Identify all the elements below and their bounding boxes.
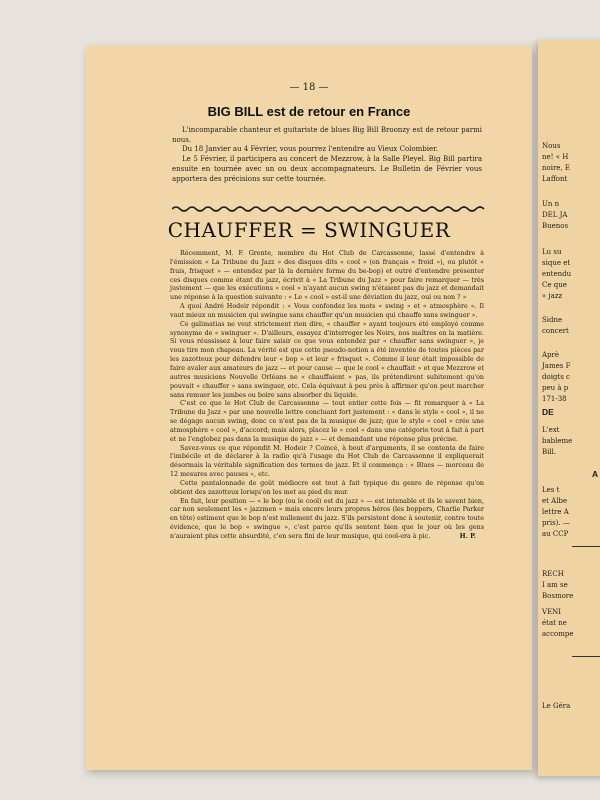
adjacent-text-line: VENI xyxy=(542,608,562,616)
adjacent-heading: A xyxy=(592,469,599,479)
page-number: — 18 — xyxy=(289,82,329,93)
adjacent-text-line: Bill. xyxy=(542,448,557,456)
article2-paragraph: Récemment, M. F. Grente, membre du Hot Club de Carcassonne, lassé d'entendre à l'émission « La Tribune du Jazz » des disques dits « cool » (en français « froid »), ou plutôt « frais, frisquet » — entendez par là la dernière forme du be-bop) et outré d'entendre présenter ces disques comme étant du jazz, écrivit à « La Tribune du Jazz » pour faire remarquer — très justement — que les exécutions « cool » n'ayant aucun swing n'étaient pas du jazz et demandait une réponse à la question suivante : « Le « cool » est-il une déviation du jazz, oui ou non ? » xyxy=(170,250,484,302)
adjacent-text-line: noire, E xyxy=(542,164,571,172)
adjacent-text-line: RECH xyxy=(542,570,564,578)
adjacent-text-line: bableme xyxy=(542,437,573,445)
article2-last-paragraph: En fait, leur position — « le bop (ou le cool) est du jazz » — est intenable et ils le savent bien, car non seulement les « jazzmen » mais encore leurs propres héros (les boppers, Charlie Parker en tête) estiment que le bop n'est nullement du jazz. S'ils persistent donc à soutenir, contre toute évidence, que le bop « swingue », c'est parce qu'ils sentent bien que le jour où les gens n'auraient plus cette absurdité, c'en sera fini de leur musique, qui cool-era à pic. xyxy=(170,497,484,540)
adjacent-text-line: Buenos xyxy=(542,222,569,230)
article2-signature: H. P. xyxy=(459,533,476,540)
article1-title: BIG BILL est de retour en France xyxy=(207,104,411,119)
adjacent-text-line: et Albe xyxy=(542,497,568,505)
adjacent-text-line: concert xyxy=(542,327,569,335)
adjacent-text-line: lettre A xyxy=(542,508,569,516)
article2-paragraph: Savez-vous ce que répondit M. Hodeir ? Coincé, à bout d'arguments, il se contenta de faire l'imbécile et de déclarer à la radio qu'à l'usage du Hot Club de Carcassonne il expliquerait désormais la véritable signification des termes de jazz. Et il commença : « Blues — morceau de 12 mesures avec pauses », etc. xyxy=(170,444,484,479)
adjacent-text-line: I am se xyxy=(542,581,568,589)
adjacent-text-line: pris). — xyxy=(542,519,570,527)
divider xyxy=(572,546,600,547)
article1-paragraph: Du 18 Janvier au 4 Février, vous pourrez l'entendre au Vieux Colombier. xyxy=(182,145,438,154)
article2-paragraph: Ce galimatias ne veut strictement rien dire, « chauffer » ayant toujours été employé comme synonyme de « swinguer ». D'ailleurs, essayez d'interroger les Noirs, nos maîtres en la matière. Si vous réussissez à leur faire saisir ce que vous entendez par « chauffer sans swinguer », je vous tire mon chapeau. La vérité est que cette pseudo-notion a été inventée de toutes pièces par les zazotteux pour défendre leur « bop » et leur « frisquet ». Comme il leur était impossible de faire avaler aux amateurs de jazz — et pour cause — que le cool « chauffait » et que Mezzrow et autres musiciens Nouvelle Orléans ne « chauffaient » pas, ils prétendirent subitement qu'on pouvait « chauffer » sans swinguer, etc. Cela équivaut à peu près à affirmer qu'on peut marcher sans remuer les jambes ou boire sans absorber du liquide. xyxy=(170,320,484,399)
article1-body xyxy=(172,126,482,184)
adjacent-text-line: Un n xyxy=(542,200,560,208)
adjacent-text-line: au CCP xyxy=(542,530,569,538)
article1-paragraph: Le 5 Février, il participera au concert de Mezzrow, à la Salle Pleyel. Big Bill partira ensuite en tournée avec un ou deux accompagnateurs. Le Bulletin de Février vous apportera des précisions sur cette tournée. xyxy=(172,155,482,183)
article2-paragraph xyxy=(170,498,484,542)
adjacent-text-line: Le Géra xyxy=(542,702,571,710)
adjacent-text-line: James F xyxy=(542,362,571,370)
adjacent-text-line: 171-38 xyxy=(542,395,567,403)
adjacent-text-line: accompe xyxy=(542,630,574,638)
wavy-divider xyxy=(172,204,488,214)
adjacent-text-line: état ne xyxy=(542,619,567,627)
adjacent-text-line: entendu xyxy=(542,270,572,278)
adjacent-text-line: ne! « H xyxy=(542,153,569,161)
adjacent-text-line: doigts c xyxy=(542,373,570,381)
article2-body xyxy=(170,250,484,542)
divider xyxy=(572,656,600,657)
article2-paragraph: Cette pantalonnade de goût médiocre est tout à fait typique du genre de réponse qu'on obtient des zazotteux lorsqu'on les met au pied du mur. xyxy=(170,479,484,496)
adjacent-text-line: « jazz xyxy=(542,292,563,300)
adjacent-text-line: L'ext xyxy=(542,426,560,434)
adjacent-text-line: Nous xyxy=(542,142,561,150)
article2-paragraph: A quoi André Hodeir répondit : « Vous confondez les mots « swing » et « atmosphère ». Il vaut mieux un musicien qui swingue sans chauffer qu'un musicien qui chauffe sans swinguer ». xyxy=(170,303,484,319)
adjacent-text-line: Les t xyxy=(542,486,560,494)
adjacent-text-line: Bosmore xyxy=(542,592,574,600)
article1-paragraph: L'incomparable chanteur et guitariste de blues Big Bill Broonzy est de retour parmi nous. xyxy=(172,126,482,144)
adjacent-text-line: Laffont xyxy=(542,175,568,183)
magazine-page xyxy=(86,46,532,770)
adjacent-text-line: Aprè xyxy=(542,351,560,359)
adjacent-text-line: sique et xyxy=(542,259,571,267)
adjacent-page xyxy=(538,40,600,776)
adjacent-text-line: DEL JA xyxy=(542,211,568,219)
article2-title: CHAUFFER = SWINGUER xyxy=(167,218,451,242)
adjacent-text-line: Lu su xyxy=(542,248,562,256)
adjacent-text-line: peu à p xyxy=(542,384,569,392)
adjacent-text-line: Ce que xyxy=(542,281,567,289)
adjacent-heading: DE xyxy=(542,407,554,417)
adjacent-text-line: Sidne xyxy=(542,316,563,324)
article2-paragraph: C'est ce que le Hot Club de Carcassonne — tout entier cette fois — fit remarquer à « La Tribune du Jazz » par une nouvelle lettre concluant fort justement : « dans le style « cool », il ne se dégage aucun swing, donc ce n'est pas de la musique de jazz; que le style « cool » crée une atmosphère « cool », d'accord; mais alors, placez le « cool » dans une catégorie tout à fait à part et ne l'englobez pas dans la musique de jazz » — et demandant une réponse plus précise. xyxy=(170,400,484,443)
